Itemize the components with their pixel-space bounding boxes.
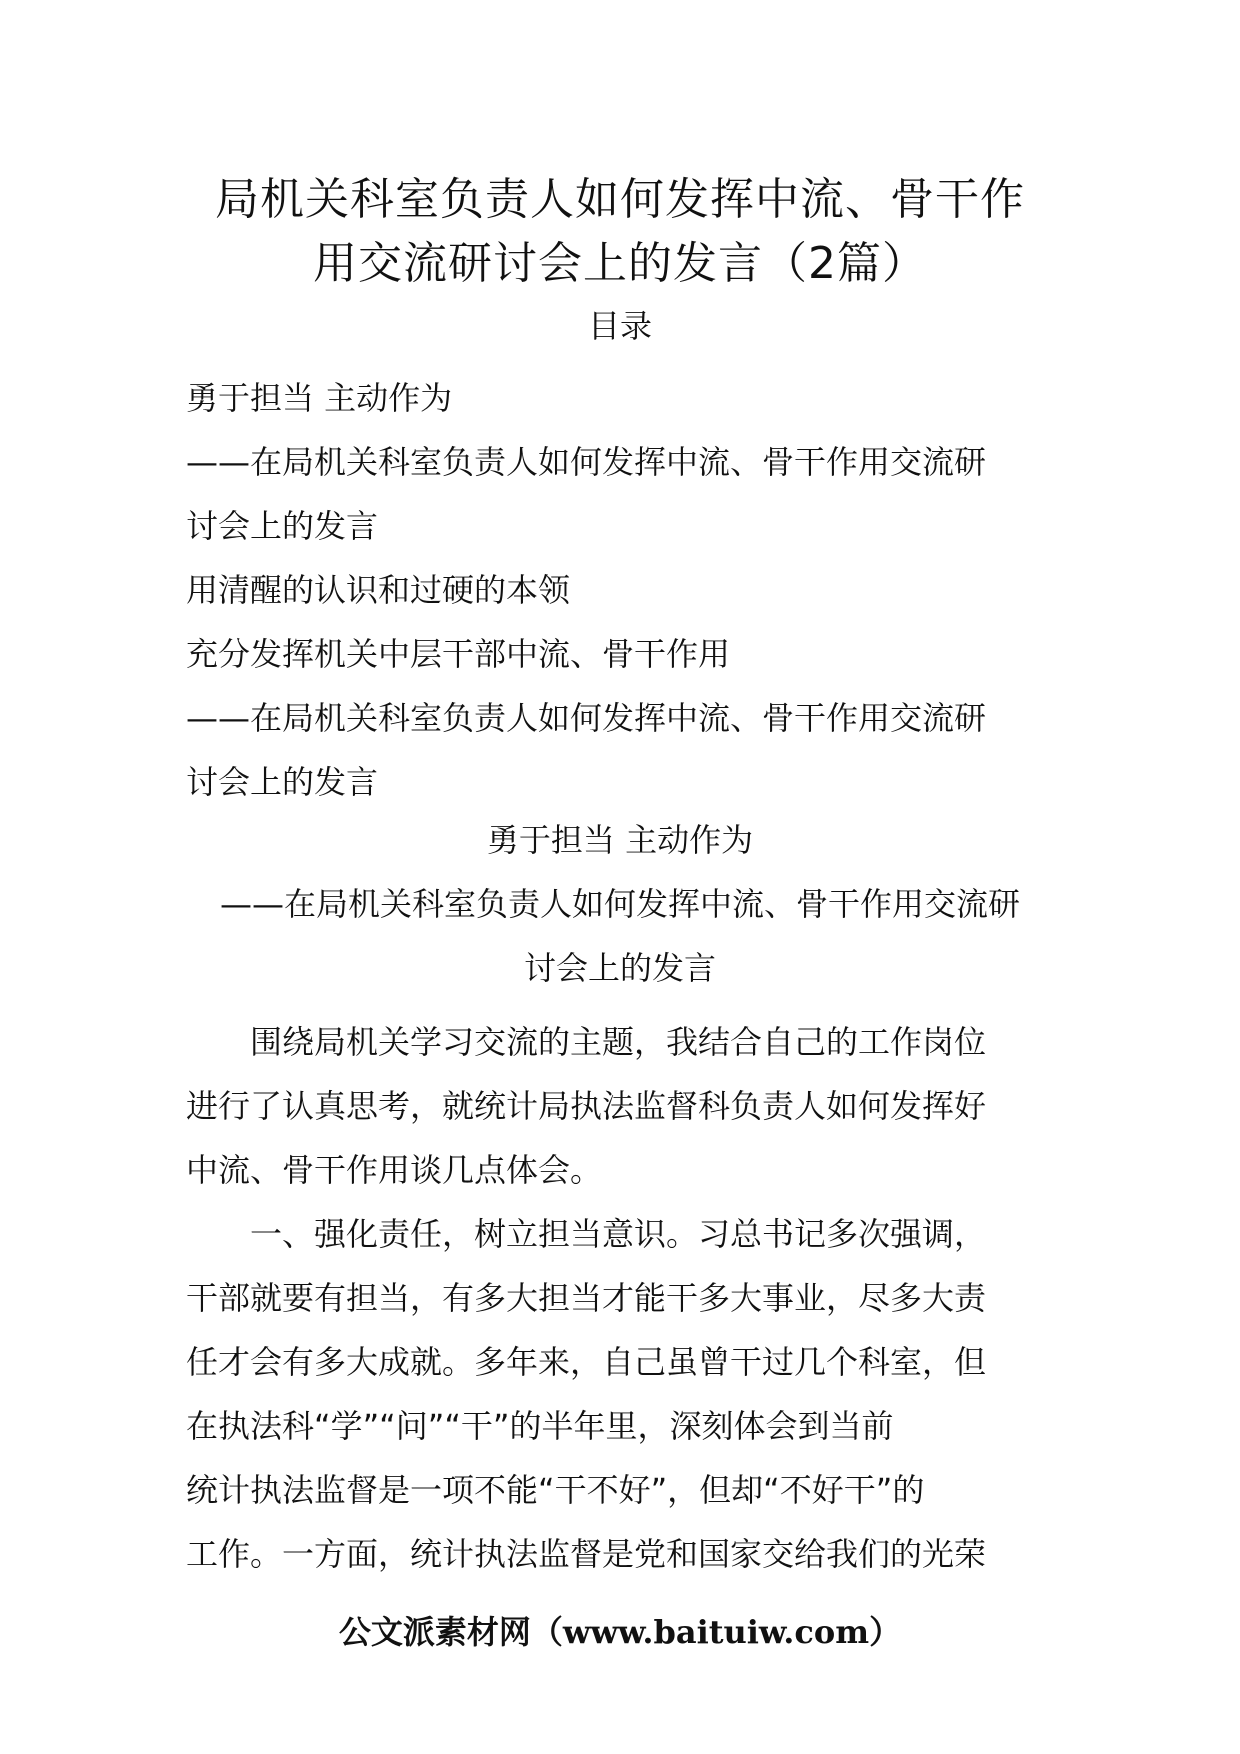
toc-line: ——在局机关科室负责人如何发挥中流、骨干作用交流研 xyxy=(186,443,987,481)
toc-line: 讨会上的发言 xyxy=(186,507,379,545)
toc-heading: 目录 xyxy=(587,307,652,345)
toc-line: 讨会上的发言 xyxy=(186,763,379,801)
body-line: 统计执法监督是一项不能“干不好”，但却“不好干”的 xyxy=(186,1471,925,1509)
toc-line: 充分发挥机关中层干部中流、骨干作用 xyxy=(186,635,731,673)
body-line: 中流、骨干作用谈几点体会。 xyxy=(186,1151,603,1189)
body-line: 进行了认真思考，就统计局执法监督科负责人如何发挥好 xyxy=(186,1087,987,1125)
document-title-line-2: 用交流研讨会上的发言（2篇） xyxy=(313,238,927,289)
table-of-contents xyxy=(186,366,1066,814)
article-heading-line-1: 勇于担当 主动作为 xyxy=(486,821,754,859)
body-line: 一、强化责任，树立担当意识。习总书记多次强调， xyxy=(250,1215,987,1253)
body-line: 在执法科“学”“问”“干”的半年里，深刻体会到当前 xyxy=(186,1407,894,1445)
body-line: 工作。一方面，统计执法监督是党和国家交给我们的光荣 xyxy=(186,1535,987,1573)
article-heading-line-2: ——在局机关科室负责人如何发挥中流、骨干作用交流研 xyxy=(219,885,1020,923)
body-line: 干部就要有担当，有多大担当才能干多大事业，尽多大责 xyxy=(186,1279,987,1317)
toc-line: ——在局机关科室负责人如何发挥中流、骨干作用交流研 xyxy=(186,699,987,737)
document-title-line-1: 局机关科室负责人如何发挥中流、骨干作 xyxy=(215,174,1025,225)
body-line: 围绕局机关学习交流的主题，我结合自己的工作岗位 xyxy=(250,1023,987,1061)
toc-line: 用清醒的认识和过硬的本领 xyxy=(186,571,571,609)
article-heading-line-3: 讨会上的发言 xyxy=(523,949,716,987)
toc-line: 勇于担当 主动作为 xyxy=(186,379,453,417)
document-title xyxy=(150,168,1090,296)
body-line: 任才会有多大成就。多年来，自己虽曾干过几个科室，但 xyxy=(186,1343,987,1381)
article-body xyxy=(186,1010,1066,1586)
footer-watermark: 公文派素材网（www.baituiw.com） xyxy=(338,1613,902,1651)
